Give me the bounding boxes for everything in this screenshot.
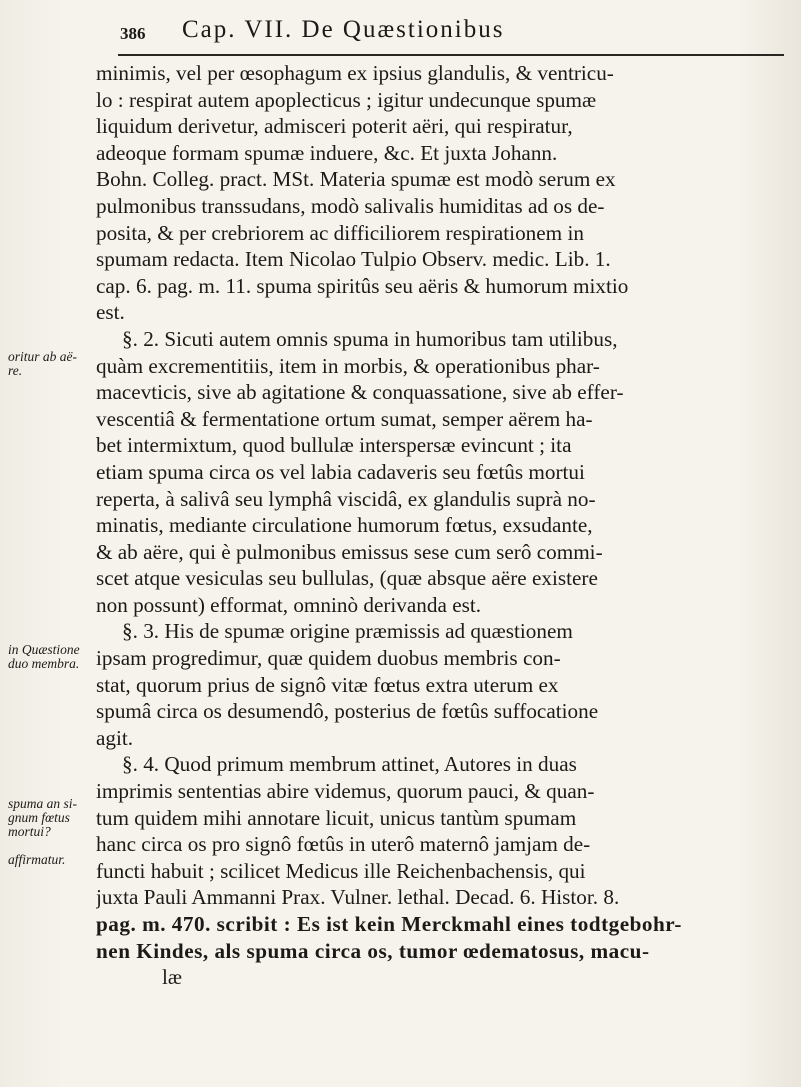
body-text [96, 60, 796, 991]
text-line: est. [96, 300, 125, 325]
text-line: agit. [96, 725, 134, 750]
text-line: spumâ circa os desumendô, posterius de fœtûs suffocatione [96, 699, 599, 724]
text-line: hanc circa os pro signô fœtûs in uterô maternô jamjam de- [96, 832, 591, 857]
text-line: scet atque vesiculas seu bullulas, (quæ absque aëre existere [96, 566, 598, 591]
text-line: reperta, à salivâ seu lymphâ viscidâ, ex glandulis suprà no- [96, 486, 596, 511]
margin-note-duo-membra: in Quæstione duo membra. [8, 642, 80, 671]
text-line: liquidum derivetur, admisceri poterit aëri, qui respiratur, [96, 114, 573, 139]
text-line: ipsam progredimur, quæ quidem duobus membris con- [96, 646, 561, 671]
margin-note-spuma-signum: spuma an si- gnum fœtus mortui? [8, 796, 78, 839]
text-line: vescentiâ & fermentatione ortum sumat, semper aërem ha- [96, 406, 593, 431]
text-line: adeoque formam spumæ induere, &c. Et juxta Johann. [96, 140, 558, 165]
page-number: 386 [120, 24, 146, 43]
text-line: minimis, vel per œsophagum ex ipsius glandulis, & ventricu- [96, 61, 614, 85]
text-line: macevticis, sive ab agitatione & conquassatione, sive ab effer- [96, 380, 624, 405]
paragraph-2-start: §. 2. Sicuti autem omnis spuma in humoribus tam utilibus, [122, 326, 618, 351]
text-line: tum quidem mihi annotare licuit, unicus tantùm spumam [96, 805, 577, 830]
page-header [120, 14, 760, 54]
text-line: spumam redacta. Item Nicolao Tulpio Observ. medic. Lib. 1. [96, 247, 611, 272]
text-line: & ab aëre, qui è pulmonibus emissus sese cum serô commi- [96, 539, 603, 564]
text-line: bet intermixtum, quod bullulæ interspersæ evincunt ; ita [96, 433, 572, 458]
text-line: quàm excrementitiis, item in morbis, & operationibus phar- [96, 353, 600, 378]
margin-note-oritur: oritur ab aë- re. [8, 349, 77, 378]
text-line: etiam spuma circa os vel labia cadaveris seu fœtûs mortui [96, 459, 585, 484]
margin-note-affirmatur: affirmatur. [8, 852, 66, 867]
text-line: cap. 6. pag. m. 11. spuma spiritûs seu aëris & humorum mixtio [96, 273, 629, 298]
text-line: juxta Pauli Ammanni Prax. Vulner. lethal. Decad. 6. Histor. 8. [96, 885, 620, 910]
paragraph-4-start: §. 4. Quod primum membrum attinet, Autores in duas [122, 752, 577, 777]
paragraph-3-start: §. 3. His de spumæ origine præmissis ad quæstionem [122, 619, 573, 644]
text-line: minatis, mediante circulatione humorum fœtus, exsudante, [96, 513, 593, 538]
text-line: pulmonibus transsudans, modò salivalis humiditas ad os de- [96, 193, 605, 218]
running-head: Cap. VII. De Quæstionibus [182, 16, 505, 43]
text-line: functi habuit ; scilicet Medicus ille Reichenbachensis, qui [96, 858, 586, 883]
text-line: non possunt) efformat, omninò derivanda est. [96, 592, 482, 617]
catchword: læ [162, 965, 183, 990]
text-line-german: pag. m. 470. scribit : Es ist kein Merckmahl eines todtgebohr- [96, 912, 682, 936]
text-line: Bohn. Colleg. pract. MSt. Materia spumæ est modò serum ex [96, 167, 616, 192]
text-line: posita, & per crebriorem ac difficiliorem respirationem in [96, 220, 584, 245]
text-line: stat, quorum prius de signô vitæ fœtus extra uterum ex [96, 672, 559, 697]
header-rule [118, 54, 784, 56]
text-line: lo : respirat autem apoplecticus ; igitur undecunque spumæ [96, 87, 597, 112]
text-line-german: nen Kindes, als spuma circa os, tumor œdematosus, macu- [96, 938, 650, 963]
text-line: imprimis sententias abire videmus, quorum pauci, & quan- [96, 779, 595, 804]
